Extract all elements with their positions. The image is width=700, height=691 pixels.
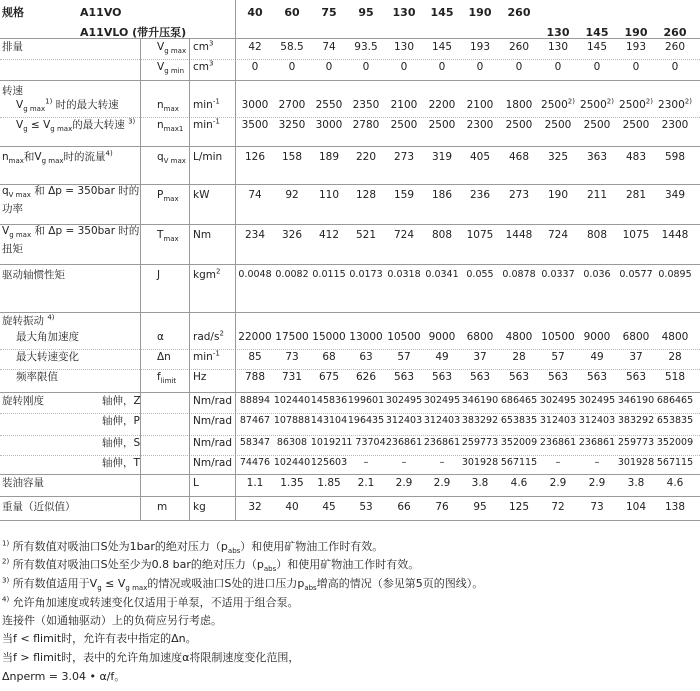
table-cell: 686465 [500, 395, 538, 406]
table-cell: 130 [393, 41, 415, 53]
table-cell: 0 [438, 61, 446, 73]
table-cell: 0.0115 [312, 269, 346, 280]
table-cell: 9000 [428, 331, 456, 343]
table-cell: 138 [664, 501, 686, 513]
table-cell: 2300 [466, 119, 494, 131]
table-cell: 259773 [617, 437, 655, 448]
row-label2-7: 扭矩 [2, 243, 23, 255]
table-cell: 220 [355, 151, 377, 163]
table-cell: 0.055 [466, 269, 494, 280]
table-cell: 193 [625, 41, 647, 53]
table-cell: 1 73704 [346, 437, 386, 448]
row-label-4: $V_g \le V_{g max}$的最大转速 $^{3)}$ [16, 117, 136, 134]
table-cell: 259773 [461, 437, 499, 448]
table-cell: 352009 [500, 437, 538, 448]
row-label-17: 装油容量 [2, 477, 44, 489]
table-cell: 2.9 [433, 477, 451, 489]
size-col-130: 130 [392, 6, 416, 19]
table-cell: 211 [586, 189, 608, 201]
row-symbol-11: Δn [157, 351, 171, 363]
table-cell: 4.6 [510, 477, 528, 489]
table-cell: 563 [469, 371, 491, 383]
row-symbol-4: $n_{max1}$ [157, 119, 184, 134]
table-cell: 808 [586, 229, 608, 241]
table-cell: 53 [359, 501, 373, 513]
table-cell: 312403 [423, 415, 461, 426]
table-cell: 412 [318, 229, 340, 241]
row-symbol-18: m [157, 501, 168, 513]
table-cell: 49 [435, 351, 449, 363]
table-cell: 468 [508, 151, 530, 163]
table-cell: 13000 [349, 331, 383, 343]
table-cell: – [594, 457, 600, 468]
table-cell: 85 [248, 351, 262, 363]
table-cell: 37 [629, 351, 643, 363]
row-divider [0, 392, 700, 393]
table-cell: 808 [431, 229, 453, 241]
row-symbol-3: $n_{max}$ [157, 99, 179, 114]
table-cell: 236861 [385, 437, 423, 448]
table-cell: 6800 [622, 331, 650, 343]
table-cell: 66 [397, 501, 411, 513]
table-cell: 563 [625, 371, 647, 383]
table-cell: 273 [393, 151, 415, 163]
row-label-10: 最大角加速度 [16, 331, 79, 343]
row-symbol-5: $q_{V max}$ [157, 151, 186, 166]
row-label-8: 驱动轴惯性矩 [2, 269, 65, 281]
table-cell: 0 [671, 61, 679, 73]
table-cell: 0.0048 [238, 269, 272, 280]
table-cell: 563 [393, 371, 415, 383]
table-cell: 312403 [578, 415, 616, 426]
table-cell: 101921 [310, 437, 348, 448]
row-unit-1: $cm^3$ [193, 59, 214, 73]
table-cell: 68 [322, 351, 336, 363]
table-cell: 4800 [505, 331, 533, 343]
table-cell: 4.6 [666, 477, 684, 489]
row-divider [0, 146, 700, 147]
table-cell: 383292 [461, 415, 499, 426]
table-cell: 4800 [661, 331, 689, 343]
table-cell: – [363, 457, 369, 468]
table-cell: 196435 [347, 415, 385, 426]
table-cell: 0 [476, 61, 484, 73]
table-cell: 731 [281, 371, 303, 383]
row-label-9: 旋转振动 $^{4)}$ [2, 313, 55, 327]
row-symbol-16: 轴伸，T [102, 457, 140, 469]
footnote-1: $^{1)}$ 所有数值对吸油口S处为1bar的绝对压力$(p_{abs})$和使用矿物油工作时有效。 [2, 539, 384, 556]
footnote-6: 当f < flimit时，允许有表中指定的Δn。 [2, 632, 197, 645]
row-unit-6: kW [193, 189, 210, 201]
table-cell: 326 [281, 229, 303, 241]
table-cell: 158 [281, 151, 303, 163]
table-cell: 49 [590, 351, 604, 363]
table-cell: 17500 [275, 331, 309, 343]
size-col-75: 75 [321, 6, 337, 19]
table-cell: 0.0337 [541, 269, 575, 280]
table-cell: 76 [435, 501, 449, 513]
table-cell: 567115 [656, 457, 694, 468]
table-cell: 88894 [239, 395, 271, 406]
table-cell: 2.9 [395, 477, 413, 489]
table-cell: 2500 [544, 119, 572, 131]
table-cell: 483 [625, 151, 647, 163]
table-cell: 32 [248, 501, 262, 513]
table-cell: 22000 [238, 331, 272, 343]
table-cell: 159 [393, 189, 415, 201]
table-cell: 2500 [428, 119, 456, 131]
table-cell: 405 [469, 151, 491, 163]
row-symbol-12: $f_{limit}$ [157, 371, 177, 386]
table-cell: 349 [664, 189, 686, 201]
table-cell: 521 [355, 229, 377, 241]
table-cell: 37 [473, 351, 487, 363]
row-symbol-10: α [157, 331, 164, 343]
table-cell: 58.5 [280, 41, 304, 53]
row-symbol-14: 轴伸，P [102, 415, 140, 427]
table-cell: 598 [664, 151, 686, 163]
footnote-8: Δnperm = 3.04 • α/f。 [2, 670, 126, 683]
table-cell: 199601 [347, 395, 385, 406]
row-label-5: $n_{max}$和$V_{g max}$时的流量$^{4)}$ [2, 149, 113, 166]
table-cell: 2350 [352, 99, 380, 111]
vlo-size-col-130: 130 [546, 26, 570, 39]
table-cell: 3.8 [471, 477, 489, 489]
table-cell: 42 [248, 41, 262, 53]
table-cell: 2.9 [588, 477, 606, 489]
row-divider [0, 264, 700, 265]
footnote-2: $^{2)}$ 所有数值对吸油口S处至少为0.8 bar的绝对压力$(p_{abs})$和使用矿物油工作时有效。 [2, 557, 420, 574]
table-cell: 10500 [387, 331, 421, 343]
table-cell: 72 [551, 501, 565, 513]
table-cell: 57 [551, 351, 565, 363]
table-cell: 319 [431, 151, 453, 163]
table-cell: 2700 [278, 99, 306, 111]
table-cell: 567115 [500, 457, 538, 468]
table-cell: 0.0082 [275, 269, 309, 280]
table-cell: 3.8 [627, 477, 645, 489]
table-cell: 92 [285, 189, 299, 201]
table-cell: 6800 [466, 331, 494, 343]
table-cell: 1.1 [246, 477, 264, 489]
table-cell: 2.1 [357, 477, 375, 489]
row-label-2: 转速 [2, 85, 23, 97]
size-col-40: 40 [247, 6, 263, 19]
row-symbol-8: J [157, 269, 161, 281]
table-cell: 788 [244, 371, 266, 383]
table-cell: 145 [586, 41, 608, 53]
table-cell: 57 [397, 351, 411, 363]
table-cell: 236861 [578, 437, 616, 448]
row-divider [0, 38, 700, 39]
table-cell: 1075 [466, 229, 494, 241]
table-cell: 2500 [505, 119, 533, 131]
vlo-size-col-190: 190 [624, 26, 648, 39]
table-cell: 302495 [539, 395, 577, 406]
table-cell: 190 [547, 189, 569, 201]
table-cell: 653835 [500, 415, 538, 426]
table-cell: 58347 [239, 437, 271, 448]
row-unit-17: L [193, 477, 199, 489]
table-cell: 1.35 [280, 477, 304, 489]
row-divider [0, 312, 700, 313]
table-cell: 1448 [661, 229, 689, 241]
row-unit-10: rad/$s^2$ [193, 329, 224, 343]
table-cell: 9000 [583, 331, 611, 343]
table-cell: 74 [322, 41, 336, 53]
table-cell: 2500 [390, 119, 418, 131]
table-cell: 2100 [390, 99, 418, 111]
row-symbol-0: $V_{g max}$ [157, 41, 187, 56]
table-cell: 2500$^{2)}$ [619, 97, 653, 111]
table-cell: 352009 [656, 437, 694, 448]
size-col-95: 95 [358, 6, 374, 19]
row-unit-15: Nm/rad [193, 437, 233, 449]
table-cell: 2500$^{2)}$ [580, 97, 614, 111]
table-cell: 145836 [310, 395, 348, 406]
table-cell: 302495 [385, 395, 423, 406]
table-cell: 107888 [273, 415, 311, 426]
table-cell: 104 [625, 501, 647, 513]
table-cell: 2500 [622, 119, 650, 131]
table-cell: 128 [355, 189, 377, 201]
row-unit-0: $cm^3$ [193, 39, 214, 53]
table-cell: 95 [473, 501, 487, 513]
table-cell: 724 [393, 229, 415, 241]
table-cell: – [555, 457, 561, 468]
table-cell: 273 [508, 189, 530, 201]
table-cell: 73 [285, 351, 299, 363]
table-cell: 563 [547, 371, 569, 383]
model-a11vo: A11VO [80, 6, 122, 19]
table-cell: 0 [515, 61, 523, 73]
row-divider [0, 474, 700, 475]
footnote-4: $^{4)}$ 允许角加速度或转速变化仅适用于单泵，不适用于组合泵。 [2, 595, 299, 609]
table-cell: 15000 [312, 331, 346, 343]
table-cell: 125603 [310, 457, 348, 468]
footnote-3: $^{3)}$ 所有数值适用于$V_g \le V_{g max}$的情况或吸油口S处的进口压力$p_{abs}$增高的情况（参见第5页的图线）。 [2, 576, 484, 593]
size-col-260: 260 [507, 6, 531, 19]
row-unit-8: kgm$^2$ [193, 267, 221, 281]
column-divider [189, 38, 190, 520]
table-cell: 260 [508, 41, 530, 53]
row-unit-16: Nm/rad [193, 457, 233, 469]
table-cell: 2200 [428, 99, 456, 111]
table-cell: 0.0878 [502, 269, 536, 280]
footnote-5: 连接件（如通轴驱动）上的负荷应另行考虑。 [2, 614, 222, 627]
row-unit-3: $\min^{-1}$ [193, 97, 220, 111]
table-cell: 74476 [239, 457, 271, 468]
table-cell: 86308 [276, 437, 308, 448]
row-unit-11: $\min^{-1}$ [193, 349, 220, 363]
table-cell: 0.0577 [619, 269, 653, 280]
table-cell: 0 [288, 61, 296, 73]
table-cell: 312403 [385, 415, 423, 426]
table-cell: 28 [512, 351, 526, 363]
table-cell: 518 [664, 371, 686, 383]
table-cell: 0 [400, 61, 408, 73]
row-unit-18: kg [193, 501, 206, 513]
table-cell: 2100 [466, 99, 494, 111]
table-cell: 189 [318, 151, 340, 163]
table-cell: 2300 [661, 119, 689, 131]
row-symbol-6: $P_{max}$ [157, 189, 179, 204]
size-col-60: 60 [284, 6, 300, 19]
table-cell: 3500 [241, 119, 269, 131]
table-cell: 186 [431, 189, 453, 201]
model-a11vlo: A11VLO (带升压泵) [80, 26, 187, 39]
table-cell: 563 [508, 371, 530, 383]
table-cell: 73 [590, 501, 604, 513]
table-cell: 653835 [656, 415, 694, 426]
row-label-18: 重量（近似值） [2, 501, 76, 513]
size-col-145: 145 [430, 6, 454, 19]
table-cell: 2500$^{2)}$ [541, 97, 575, 111]
table-cell: 236861 [423, 437, 461, 448]
row-label-7: $V_{g max}$ 和 Δp = 350bar 时的 [2, 225, 140, 240]
table-cell: 0.0173 [349, 269, 383, 280]
row-label-12: 频率限值 [16, 371, 58, 383]
table-cell: 0.0895 [658, 269, 692, 280]
table-cell: 281 [625, 189, 647, 201]
table-cell: 102440 [273, 395, 311, 406]
table-cell: 93.5 [354, 41, 378, 53]
table-cell: 2500 [583, 119, 611, 131]
table-cell: 325 [547, 151, 569, 163]
table-cell: 363 [586, 151, 608, 163]
row-label-13: 旋转刚度 [2, 395, 44, 407]
table-cell: 193 [469, 41, 491, 53]
table-cell: 110 [318, 189, 340, 201]
table-cell: 675 [318, 371, 340, 383]
table-cell: 236861 [539, 437, 577, 448]
row-divider [0, 520, 700, 521]
table-cell: 130 [547, 41, 569, 53]
table-cell: 2300$^{2)}$ [658, 97, 692, 111]
table-cell: 312403 [539, 415, 577, 426]
table-cell: 40 [285, 501, 299, 513]
table-cell: 2780 [352, 119, 380, 131]
table-cell: 260 [664, 41, 686, 53]
row-symbol-1: $V_{g min}$ [157, 61, 185, 76]
table-cell: – [439, 457, 445, 468]
table-cell: 10500 [541, 331, 575, 343]
row-label-6: $q_{V max}$ 和 Δp = 350bar 时的 [2, 185, 140, 200]
footnote-7: 当f > flimit时，表中的允许角加速度α将限制速度变化范围， [2, 651, 300, 664]
table-cell: 143104 [310, 415, 348, 426]
row-label-3: $V_{g max}^{1)}$ 时的最大转速 [16, 97, 119, 114]
table-cell: 383292 [617, 415, 655, 426]
row-symbol-7: $T_{max}$ [157, 229, 179, 244]
table-cell: 0 [554, 61, 562, 73]
row-label2-6: 功率 [2, 203, 23, 215]
table-cell: 0 [325, 61, 333, 73]
table-cell: 724 [547, 229, 569, 241]
table-cell: 45 [322, 501, 336, 513]
table-cell: 346190 [617, 395, 655, 406]
row-divider [0, 80, 700, 81]
table-cell: 301928 [617, 457, 655, 468]
table-cell: 102440 [273, 457, 311, 468]
row-divider [0, 496, 700, 497]
table-cell: 301928 [461, 457, 499, 468]
row-unit-4: $\min^{-1}$ [193, 117, 220, 131]
table-cell: 346190 [461, 395, 499, 406]
row-label-0: 排量 [2, 41, 23, 53]
table-cell: 2.9 [549, 477, 567, 489]
row-unit-5: L/min [193, 151, 223, 163]
table-cell: 1448 [505, 229, 533, 241]
vlo-size-col-145: 145 [585, 26, 609, 39]
row-unit-13: Nm/rad [193, 395, 233, 407]
row-unit-7: Nm [193, 229, 212, 241]
table-cell: 0 [593, 61, 601, 73]
table-cell: 0.0341 [425, 269, 459, 280]
table-cell: 0.036 [583, 269, 611, 280]
table-cell: 125 [508, 501, 530, 513]
table-cell: 3000 [315, 119, 343, 131]
size-col-190: 190 [468, 6, 492, 19]
table-cell: 0 [251, 61, 259, 73]
row-symbol-15: 轴伸，S [102, 437, 141, 449]
row-symbol-13: 轴伸，Z [102, 395, 141, 407]
table-cell: 0 [632, 61, 640, 73]
table-cell: 686465 [656, 395, 694, 406]
row-unit-14: Nm/rad [193, 415, 233, 427]
table-cell: 1.85 [317, 477, 341, 489]
table-cell: 563 [586, 371, 608, 383]
vlo-size-col-260: 260 [663, 26, 687, 39]
table-cell: 1075 [622, 229, 650, 241]
table-cell: 3000 [241, 99, 269, 111]
spec-label: 规格 [2, 6, 24, 19]
table-cell: 302495 [423, 395, 461, 406]
table-cell: 74 [248, 189, 262, 201]
table-cell: 236 [469, 189, 491, 201]
table-cell: 63 [359, 351, 373, 363]
table-cell: 0 [362, 61, 370, 73]
table-cell: – [401, 457, 407, 468]
table-cell: 302495 [578, 395, 616, 406]
table-cell: 563 [431, 371, 453, 383]
table-cell: 145 [431, 41, 453, 53]
row-label-11: 最大转速变化 [16, 351, 79, 363]
row-unit-12: Hz [193, 371, 207, 383]
table-cell: 126 [244, 151, 266, 163]
table-cell: 87467 [239, 415, 271, 426]
table-cell: 234 [244, 229, 266, 241]
table-cell: 2550 [315, 99, 343, 111]
table-cell: 626 [355, 371, 377, 383]
table-cell: 0.0318 [387, 269, 421, 280]
table-cell: 3250 [278, 119, 306, 131]
table-cell: 1800 [505, 99, 533, 111]
table-cell: 28 [668, 351, 682, 363]
